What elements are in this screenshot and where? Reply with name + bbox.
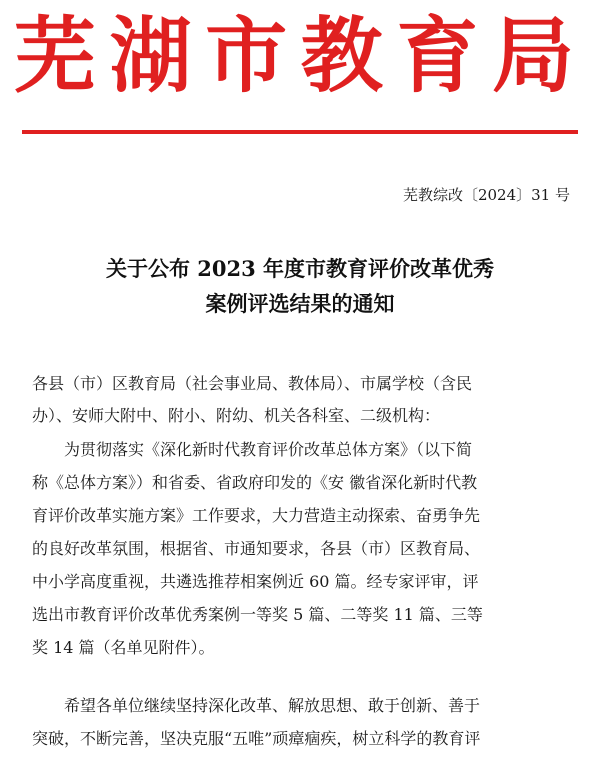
body-paragraph-line: 的良好改革氛围，根据省、市通知要求，各县（市）区教育局、 xyxy=(32,539,481,558)
salutation-line-2: 办）、安师大附中、附小、附幼、机关各科室、二级机构： xyxy=(32,406,441,425)
salutation-line-1: 各县（市）区教育局（社会事业局、教体局）、市属学校（含民 xyxy=(32,374,473,393)
body-paragraph-line: 称《总体方案》）和省委、省政府印发的《安 徽省深化新时代教 xyxy=(32,473,478,492)
masthead-char: 育 xyxy=(396,8,479,104)
masthead-char: 教 xyxy=(300,8,383,104)
document-number: 芜教综改〔2024〕31 号 xyxy=(402,186,570,204)
body-paragraph-line: 突破，不断完善，坚决克服“五唯”顽瘴痼疾，树立科学的教育评 xyxy=(32,729,481,748)
body-paragraph-line: 奖 14 篇（名单见附件）。 xyxy=(32,638,215,657)
document-title-line-1: 关于公布 2023 年度市教育评价改革优秀 xyxy=(105,256,495,281)
body-paragraph-line: 育评价改革实施方案》工作要求，大力营造主动探索、奋勇争先 xyxy=(32,506,481,525)
masthead-char: 芜 xyxy=(14,8,97,104)
masthead-char: 局 xyxy=(491,8,574,104)
body-paragraph-line: 为贯彻落实《深化新时代教育评价改革总体方案》（以下简 xyxy=(64,440,473,459)
document-title-line-2: 案例评选结果的通知 xyxy=(205,291,395,316)
masthead-char: 湖 xyxy=(109,8,192,104)
agency-masthead xyxy=(14,6,574,106)
masthead-char: 市 xyxy=(205,8,288,104)
body-paragraph-line: 选出市教育评价改革优秀案例一等奖 5 篇、二等奖 11 篇、三等 xyxy=(32,605,483,624)
red-divider-line xyxy=(22,130,578,134)
body-paragraph-line: 希望各单位继续坚持深化改革、解放思想、敢于创新、善于 xyxy=(64,696,481,715)
body-paragraph-line: 中小学高度重视，共遴选推荐相案例近 60 篇。经专家评审，评 xyxy=(32,572,479,591)
